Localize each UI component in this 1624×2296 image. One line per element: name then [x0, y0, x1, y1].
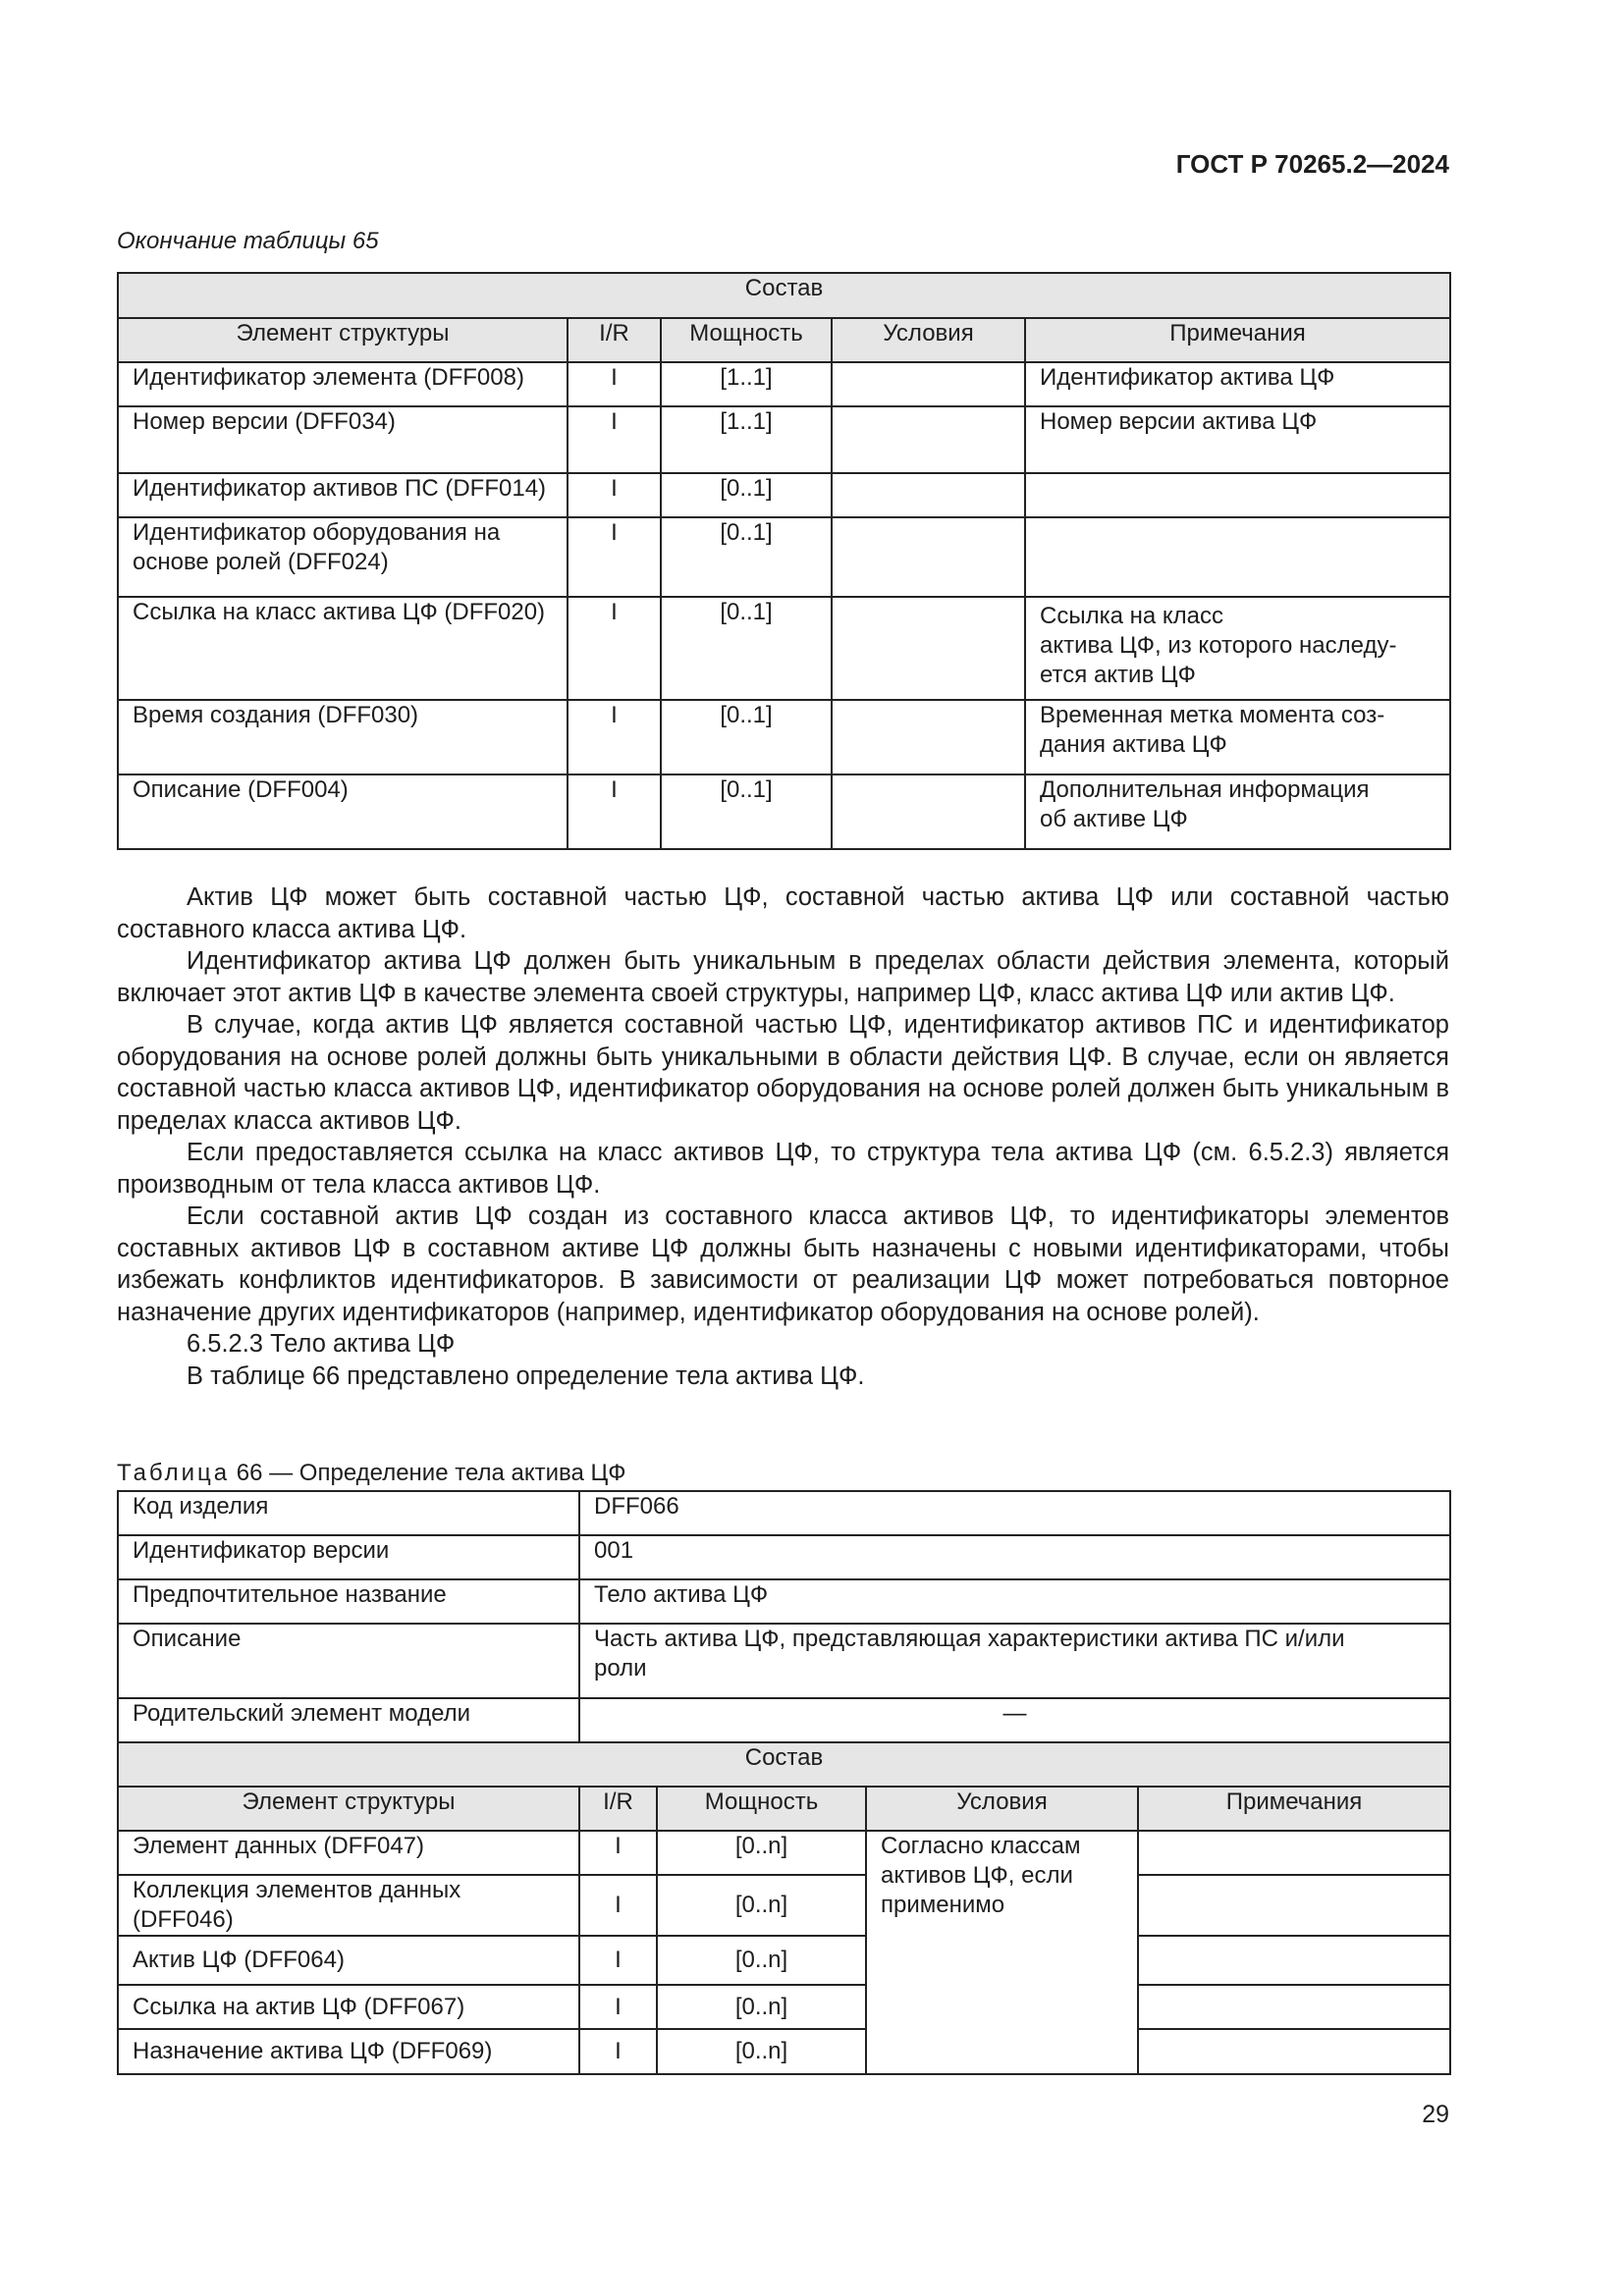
property-row — [118, 1624, 1450, 1698]
table-65-section-title: Состав — [118, 273, 1450, 318]
power-value: [0..1] — [661, 597, 832, 700]
notes-line: ется актив ЦФ — [1040, 662, 1196, 688]
column-header: Примечания — [1138, 1787, 1450, 1831]
structure-element — [118, 517, 568, 597]
notes-value — [1025, 517, 1450, 597]
conditions-line: применимо — [881, 1892, 1005, 1918]
power-value: [1..1] — [661, 406, 832, 473]
column-header: Элемент структуры — [118, 1787, 579, 1831]
notes-value: Номер версии актива ЦФ — [1025, 406, 1450, 473]
conditions-value — [832, 597, 1025, 700]
power-value: [0..n] — [657, 1985, 866, 2029]
column-header: Условия — [832, 318, 1025, 362]
structure-element: Коллекция элементов данных (DFF046) — [118, 1875, 579, 1936]
conditions-value — [832, 774, 1025, 849]
ir-value: I — [568, 700, 661, 774]
column-header: Элемент структуры — [118, 318, 568, 362]
table-title: 66 — Определение тела актива ЦФ — [230, 1460, 626, 1486]
conditions-value — [832, 473, 1025, 517]
property-value: Тело актива ЦФ — [579, 1579, 1450, 1624]
property-value: DFF066 — [579, 1491, 1450, 1535]
power-value: [0..n] — [657, 1831, 866, 1875]
conditions-value — [866, 1831, 1138, 2074]
property-key: Предпочтительное название — [118, 1579, 579, 1624]
structure-element: Актив ЦФ (DFF064) — [118, 1936, 579, 1985]
notes-value — [1138, 1831, 1450, 1875]
property-value — [579, 1624, 1450, 1698]
ir-value: I — [579, 2029, 657, 2074]
table-row — [118, 1936, 1450, 1985]
ir-value: I — [579, 1936, 657, 1985]
table-65 — [117, 272, 1451, 850]
notes-line: об активе ЦФ — [1040, 806, 1188, 832]
property-row — [118, 1579, 1450, 1624]
structure-element: Ссылка на актив ЦФ (DFF067) — [118, 1985, 579, 2029]
body-text — [117, 881, 1449, 1392]
structure-element-line: основе ролей (DFF024) — [133, 549, 389, 575]
property-key: Код изделия — [118, 1491, 579, 1535]
table-66-section-title: Состав — [118, 1742, 1450, 1787]
notes-line: Дополнительная информация — [1040, 776, 1370, 803]
power-value: [0..n] — [657, 1875, 866, 1936]
structure-element: Назначение актива ЦФ (DFF069) — [118, 2029, 579, 2074]
notes-value — [1025, 473, 1450, 517]
property-value-line: Часть актива ЦФ, представляющая характеристики актива ПС и/или — [594, 1626, 1345, 1652]
ir-value: I — [568, 774, 661, 849]
power-value: [0..1] — [661, 473, 832, 517]
power-value: [0..1] — [661, 774, 832, 849]
conditions-line: активов ЦФ, если — [881, 1862, 1073, 1889]
table-66-header-row — [118, 1787, 1450, 1831]
property-row — [118, 1491, 1450, 1535]
table-row — [118, 1985, 1450, 2029]
structure-element: Время создания (DFF030) — [118, 700, 568, 774]
page-number: 29 — [1422, 2101, 1449, 2128]
power-value: [0..1] — [661, 700, 832, 774]
power-value: [0..n] — [657, 1936, 866, 1985]
property-row — [118, 1698, 1450, 1742]
property-value: — — [579, 1698, 1450, 1742]
conditions-value — [832, 362, 1025, 406]
structure-element: Идентификатор элемента (DFF008) — [118, 362, 568, 406]
ir-value: I — [568, 362, 661, 406]
column-header: Условия — [866, 1787, 1138, 1831]
notes-value — [1025, 700, 1450, 774]
notes-value: Идентификатор актива ЦФ — [1025, 362, 1450, 406]
paragraph: Актив ЦФ может быть составной частью ЦФ, составной частью актива ЦФ или составной частью составного класса актива ЦФ. — [117, 883, 1449, 943]
column-header: Примечания — [1025, 318, 1450, 362]
paragraph: В случае, когда актив ЦФ является составной частью ЦФ, идентификатор активов ПС и идентификатор оборудования на основе ролей должны быть уникальными в области действия ЦФ. В случае, если он является составной частью класса активов ЦФ, идентификатор оборудования на основе ролей должен быть уникальным в пределах класса активов ЦФ. — [117, 1011, 1449, 1135]
table-row — [118, 1831, 1450, 1875]
notes-value — [1138, 1985, 1450, 2029]
conditions-value — [832, 700, 1025, 774]
structure-element: Идентификатор активов ПС (DFF014) — [118, 473, 568, 517]
paragraph: В таблице 66 представлено определение тела актива ЦФ. — [187, 1362, 865, 1390]
conditions-value — [832, 406, 1025, 473]
table-row — [118, 2029, 1450, 2074]
notes-line: дания актива ЦФ — [1040, 731, 1227, 758]
notes-value — [1025, 774, 1450, 849]
notes-line: Временная метка момента соз- — [1040, 702, 1385, 728]
conditions-value — [832, 517, 1025, 597]
table-row — [118, 473, 1450, 517]
notes-line: актива ЦФ, из которого наследу- — [1040, 632, 1397, 659]
property-row — [118, 1535, 1450, 1579]
structure-element: Описание (DFF004) — [118, 774, 568, 849]
structure-element: Номер версии (DFF034) — [118, 406, 568, 473]
ir-value: I — [568, 406, 661, 473]
notes-value — [1138, 1875, 1450, 1936]
table-row — [118, 700, 1450, 774]
table-row — [118, 517, 1450, 597]
section-heading: 6.5.2.3 Тело актива ЦФ — [187, 1330, 456, 1358]
power-value: [1..1] — [661, 362, 832, 406]
table-65-header-row — [118, 318, 1450, 362]
conditions-line: Согласно классам — [881, 1833, 1081, 1859]
column-header: I/R — [579, 1787, 657, 1831]
ir-value: I — [579, 1985, 657, 2029]
power-value: [0..n] — [657, 2029, 866, 2074]
notes-value — [1025, 597, 1450, 700]
paragraph: Если составной актив ЦФ создан из составного класса активов ЦФ, то идентификаторы элементов составных активов ЦФ в составном активе ЦФ должны быть назначены с новыми идентификаторами, чтобы избежать конфликтов идентификаторов. В зависимости от реализации ЦФ может потребоваться повторное назначение других идентификаторов (например, идентификатор оборудования на основе ролей). — [117, 1202, 1449, 1326]
table-65-continuation-caption: Окончание таблицы 65 — [117, 228, 379, 254]
property-value: 001 — [579, 1535, 1450, 1579]
property-key: Родительский элемент модели — [118, 1698, 579, 1742]
table-row — [118, 774, 1450, 849]
structure-element-line: Идентификатор оборудования на — [133, 519, 501, 546]
table-label: Таблица — [117, 1460, 231, 1486]
ir-value: I — [568, 517, 661, 597]
table-row — [118, 1875, 1450, 1936]
power-value: [0..1] — [661, 517, 832, 597]
column-header: Мощность — [657, 1787, 866, 1831]
column-header: Мощность — [661, 318, 832, 362]
notes-line: Ссылка на класс — [1040, 603, 1224, 629]
table-row — [118, 362, 1450, 406]
ir-value: I — [568, 473, 661, 517]
standard-number: ГОСТ Р 70265.2—2024 — [1175, 149, 1449, 179]
property-key: Описание — [118, 1624, 579, 1698]
property-value-line: роли — [594, 1655, 647, 1682]
notes-value — [1138, 1936, 1450, 1985]
paragraph: Идентификатор актива ЦФ должен быть уникальным в пределах области действия элемента, который включает этот актив ЦФ в качестве элемента своей структуры, например ЦФ, класс актива ЦФ или актив ЦФ. — [117, 947, 1449, 1007]
table-row — [118, 597, 1450, 700]
column-header: I/R — [568, 318, 661, 362]
table-66-caption — [117, 1460, 626, 1487]
ir-value: I — [579, 1875, 657, 1936]
ir-value: I — [568, 597, 661, 700]
structure-element: Элемент данных (DFF047) — [118, 1831, 579, 1875]
ir-value: I — [579, 1831, 657, 1875]
notes-value — [1138, 2029, 1450, 2074]
table-row — [118, 406, 1450, 473]
property-key: Идентификатор версии — [118, 1535, 579, 1579]
paragraph: Если предоставляется ссылка на класс активов ЦФ, то структура тела актива ЦФ (см. 6.5.2.3) является производным от тела класса активов ЦФ. — [117, 1139, 1449, 1199]
structure-element: Ссылка на класс актива ЦФ (DFF020) — [118, 597, 568, 700]
table-66 — [117, 1490, 1451, 2075]
